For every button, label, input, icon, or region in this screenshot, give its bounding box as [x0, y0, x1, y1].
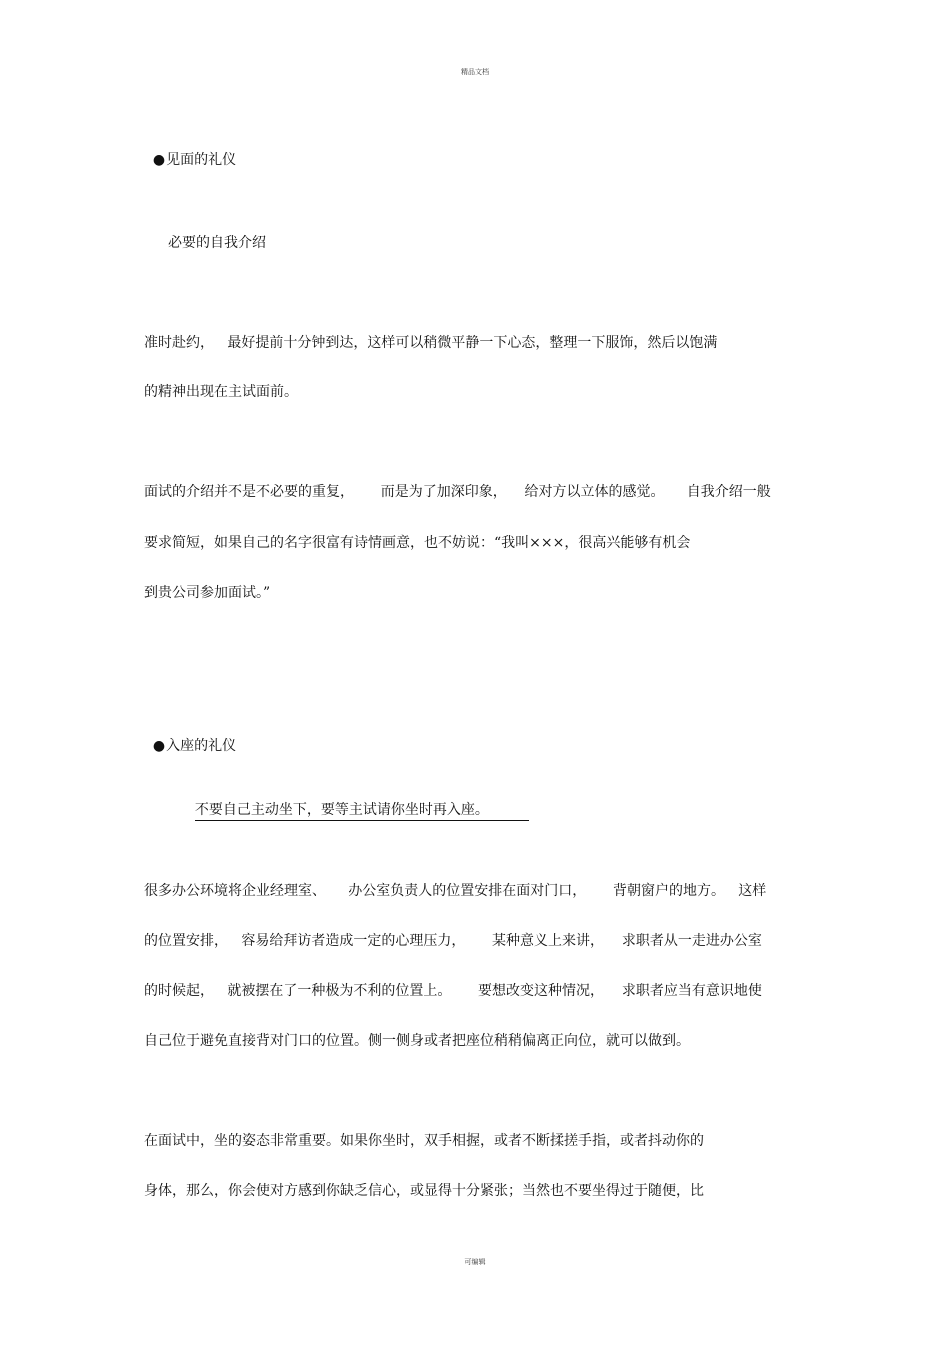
- paragraph-line: 准时赴约， 最好提前十分钟到达，这样可以稍微平静一下心态，整理一下服饰，然后以饱满: [144, 335, 718, 351]
- paragraph-line: 在面试中，坐的姿态非常重要。如果你坐时，双手相握，或者不断揉搓手指，或者抖动你的: [144, 1133, 704, 1149]
- paragraph-line: 很多办公环境将企业经理室、 办公室负责人的位置安排在面对门口， 背朝窗户的地方。 这样: [144, 883, 767, 899]
- paragraph-line: 面试的介绍并不是不必要的重复， 而是为了加深印象， 给对方以立体的感觉。 自我介绍一般: [144, 484, 771, 500]
- page-header: 精品文档: [461, 68, 489, 76]
- paragraph-line: 到贵公司参加面试。”: [144, 585, 271, 601]
- paragraph-line: 的时候起， 就被摆在了一种极为不利的位置上。 要想改变这种情况， 求职者应当有意识地使: [144, 983, 762, 999]
- section-heading-meeting: [144, 133, 236, 169]
- paragraph-line: 的精神出现在主试面前。: [144, 384, 298, 400]
- paragraph-line: 自己位于避免直接背对门口的位置。侧一侧身或者把座位稍稍偏离正向位，就可以做到。: [144, 1033, 690, 1049]
- bullet-icon: ●: [152, 738, 166, 754]
- page-footer: 可编辑: [464, 1258, 486, 1266]
- paragraph-line: 身体，那么，你会使对方感到你缺乏信心，或显得十分紧张；当然也不要坐得过于随便，比: [144, 1183, 704, 1199]
- heading-text: 见面的礼仪: [166, 152, 237, 168]
- heading-text: 入座的礼仪: [166, 738, 237, 754]
- subheading-self-intro: 必要的自我介绍: [168, 235, 266, 251]
- underlined-text: 不要自己主动坐下，要等主试请你坐时再入座。: [195, 801, 529, 821]
- paragraph-line: 的位置安排， 容易给拜访者造成一定的心理压力， 某种意义上来讲， 求职者从一走进办公室: [144, 933, 762, 949]
- subheading-seating-rule: [186, 783, 529, 821]
- section-heading-seating: [144, 719, 236, 755]
- paragraph-line: 要求简短，如果自己的名字很富有诗情画意，也不妨说：“我叫×××，很高兴能够有机会: [144, 535, 691, 551]
- bullet-icon: ●: [152, 152, 166, 168]
